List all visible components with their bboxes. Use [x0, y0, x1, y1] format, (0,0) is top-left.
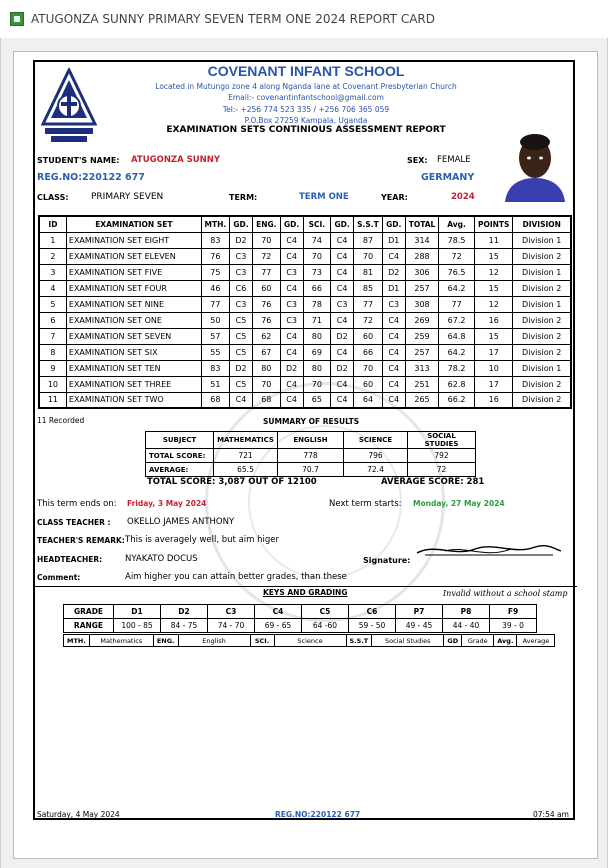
- sex-label: SEX:: [407, 156, 428, 165]
- results-header-cell: POINTS: [475, 216, 513, 232]
- exam-set-name: EXAMINATION SET FOUR: [66, 280, 201, 296]
- results-cell: C4: [331, 280, 354, 296]
- key-meaning: Science: [274, 635, 346, 647]
- results-header-cell: Avg.: [439, 216, 475, 232]
- results-cell: 51: [201, 376, 229, 392]
- results-cell: Division 2: [513, 376, 571, 392]
- results-cell: C4: [280, 280, 303, 296]
- term-ends-label: This term ends on:: [37, 499, 117, 509]
- table-row: [39, 312, 571, 328]
- footer-regno: REG.NO:220122 677: [275, 810, 361, 819]
- results-cell: D2: [331, 328, 354, 344]
- table-row: [39, 392, 571, 408]
- table-row: [39, 376, 571, 392]
- class-teacher-name: OKELLO JAMES ANTHONY: [127, 517, 235, 527]
- results-cell: 7: [39, 328, 66, 344]
- results-cell: 8: [39, 344, 66, 360]
- results-cell: Division 1: [513, 264, 571, 280]
- results-cell: C4: [280, 328, 303, 344]
- summary-total-cell: 721: [214, 449, 278, 463]
- student-class: PRIMARY SEVEN: [91, 192, 164, 202]
- results-cell: 12: [475, 264, 513, 280]
- range-cell: 44 - 40: [443, 619, 490, 633]
- results-cell: 66: [303, 280, 330, 296]
- key-abbreviation: SCI.: [250, 635, 274, 647]
- results-cell: 77: [253, 264, 280, 280]
- results-cell: 257: [405, 280, 438, 296]
- results-cell: C4: [382, 360, 405, 376]
- next-term-label: Next term starts:: [329, 499, 402, 509]
- results-cell: C3: [280, 312, 303, 328]
- window-title: ATUGONZA SUNNY PRIMARY SEVEN TERM ONE 2024 REPORT CARD: [31, 12, 435, 26]
- results-cell: 76: [201, 248, 229, 264]
- results-cell: 77: [354, 296, 382, 312]
- results-cell: 11: [39, 392, 66, 408]
- summary-average-cell: 65.5: [214, 463, 278, 477]
- results-cell: 46: [201, 280, 229, 296]
- results-cell: 70: [354, 248, 382, 264]
- results-cell: 55: [201, 344, 229, 360]
- results-cell: 10: [39, 376, 66, 392]
- results-cell: C3: [229, 248, 252, 264]
- range-cell: 84 - 75: [161, 619, 208, 633]
- summary-average-cell: 70.7: [278, 463, 344, 477]
- range-cell: 69 - 65: [255, 619, 302, 633]
- window-client: [0, 38, 608, 868]
- table-row: [39, 296, 571, 312]
- results-cell: 87: [354, 232, 382, 248]
- exam-set-name: EXAMINATION SET TWO: [66, 392, 201, 408]
- results-cell: 66.2: [439, 392, 475, 408]
- results-cell: Division 2: [513, 328, 571, 344]
- summary-total-cell: 792: [408, 449, 476, 463]
- results-header-cell: MTH.: [201, 216, 229, 232]
- results-header-row: [39, 216, 571, 232]
- results-header-cell: ID: [39, 216, 66, 232]
- summary-row-label: TOTAL SCORE:: [146, 449, 214, 463]
- range-cell: 74 - 70: [208, 619, 255, 633]
- results-cell: 288: [405, 248, 438, 264]
- results-cell: 70: [354, 360, 382, 376]
- results-cell: C4: [382, 248, 405, 264]
- grading-table: [63, 604, 537, 633]
- results-cell: C4: [382, 328, 405, 344]
- results-cell: 70: [253, 232, 280, 248]
- results-cell: Division 2: [513, 312, 571, 328]
- summary-title: SUMMARY OF RESULTS: [263, 417, 360, 426]
- summary-table: [145, 431, 476, 477]
- range-row-label: RANGE: [64, 619, 114, 633]
- results-cell: C3: [280, 296, 303, 312]
- results-cell: 3: [39, 264, 66, 280]
- key-abbreviation: GD: [444, 635, 462, 647]
- results-cell: C3: [280, 264, 303, 280]
- results-cell: 314: [405, 232, 438, 248]
- results-table: [38, 215, 572, 409]
- results-cell: C4: [382, 312, 405, 328]
- results-cell: 76: [253, 312, 280, 328]
- exam-set-name: EXAMINATION SET EIGHT: [66, 232, 201, 248]
- comment-label: Comment:: [37, 573, 81, 582]
- results-cell: 65: [303, 392, 330, 408]
- grading-title: KEYS AND GRADING: [263, 588, 348, 597]
- results-cell: 57: [201, 328, 229, 344]
- student-sex: FEMALE: [437, 155, 471, 165]
- exam-set-name: EXAMINATION SET NINE: [66, 296, 201, 312]
- results-cell: 313: [405, 360, 438, 376]
- results-cell: D2: [280, 360, 303, 376]
- app-icon: [10, 12, 24, 26]
- summary-total-row: [146, 449, 476, 463]
- results-cell: 269: [405, 312, 438, 328]
- summary-header-cell: SUBJECT: [146, 432, 214, 449]
- results-cell: 50: [201, 312, 229, 328]
- results-cell: 64.2: [439, 344, 475, 360]
- results-cell: 67.2: [439, 312, 475, 328]
- grade-cell: D1: [114, 605, 161, 619]
- results-cell: 70: [253, 376, 280, 392]
- key-abbreviation: ENG.: [153, 635, 178, 647]
- results-cell: 12: [475, 296, 513, 312]
- key-meaning: Social Studies: [372, 635, 444, 647]
- headteacher-signature: [415, 539, 563, 561]
- results-cell: 308: [405, 296, 438, 312]
- results-cell: 75: [201, 264, 229, 280]
- results-cell: 76.5: [439, 264, 475, 280]
- term-ends-date: Friday, 3 May 2024: [127, 499, 207, 508]
- footer-date: Saturday, 4 May 2024: [37, 810, 120, 819]
- range-cell: 39 - 0: [490, 619, 537, 633]
- results-cell: 62.8: [439, 376, 475, 392]
- results-cell: 2: [39, 248, 66, 264]
- key-meaning: English: [178, 635, 250, 647]
- summary-header-cell: SCIENCE: [344, 432, 408, 449]
- results-cell: C4: [331, 376, 354, 392]
- results-cell: C5: [229, 376, 252, 392]
- results-cell: 77: [201, 296, 229, 312]
- class-label: CLASS:: [37, 193, 69, 202]
- student-term: TERM ONE: [299, 192, 349, 202]
- results-cell: C4: [331, 232, 354, 248]
- results-header-cell: GD.: [280, 216, 303, 232]
- grade-cell: C6: [349, 605, 396, 619]
- grade-cell: F9: [490, 605, 537, 619]
- teacher-remark-label: TEACHER'S REMARK:: [37, 536, 125, 545]
- headteacher-label: HEADTEACHER:: [37, 555, 103, 564]
- results-cell: 80: [253, 360, 280, 376]
- results-cell: 17: [475, 344, 513, 360]
- grade-cell: C3: [208, 605, 255, 619]
- results-cell: 15: [475, 328, 513, 344]
- results-cell: C4: [229, 392, 252, 408]
- signature-label: Signature:: [363, 556, 411, 565]
- results-cell: 64.8: [439, 328, 475, 344]
- table-row: [39, 360, 571, 376]
- results-cell: C4: [280, 376, 303, 392]
- student-country: GERMANY: [421, 172, 475, 183]
- results-cell: 16: [475, 392, 513, 408]
- results-cell: 10: [475, 360, 513, 376]
- results-cell: 60: [253, 280, 280, 296]
- results-cell: C6: [229, 280, 252, 296]
- school-name: COVENANT INFANT SCHOOL: [207, 63, 405, 79]
- table-row: [39, 344, 571, 360]
- results-cell: 11: [475, 232, 513, 248]
- results-cell: 80: [303, 328, 330, 344]
- results-cell: Division 2: [513, 344, 571, 360]
- results-cell: 251: [405, 376, 438, 392]
- results-cell: 1: [39, 232, 66, 248]
- results-cell: D2: [229, 232, 252, 248]
- key-abbreviation: S.S.T: [346, 635, 372, 647]
- results-cell: C3: [229, 264, 252, 280]
- results-cell: 72: [354, 312, 382, 328]
- table-row: [39, 328, 571, 344]
- results-cell: 83: [201, 232, 229, 248]
- results-cell: C4: [280, 248, 303, 264]
- grade-cell: D2: [161, 605, 208, 619]
- exam-set-name: EXAMINATION SET SIX: [66, 344, 201, 360]
- results-cell: 15: [475, 248, 513, 264]
- table-row: [39, 232, 571, 248]
- keys-row: [64, 635, 555, 647]
- results-cell: C3: [229, 296, 252, 312]
- results-cell: 78.2: [439, 360, 475, 376]
- key-abbreviation: Avg.: [494, 635, 517, 647]
- results-cell: 6: [39, 312, 66, 328]
- next-term-date: Monday, 27 May 2024: [413, 499, 505, 508]
- results-cell: C4: [331, 264, 354, 280]
- grade-cell: C4: [255, 605, 302, 619]
- results-cell: 5: [39, 296, 66, 312]
- results-cell: 78.5: [439, 232, 475, 248]
- grade-cell: P7: [396, 605, 443, 619]
- results-cell: C5: [229, 328, 252, 344]
- range-cell: 64 -60: [302, 619, 349, 633]
- results-cell: 78: [303, 296, 330, 312]
- grade-cell: C5: [302, 605, 349, 619]
- results-cell: D2: [229, 360, 252, 376]
- school-email: Email:- covenantinfantschool@gmail.com: [228, 93, 384, 102]
- exam-set-name: EXAMINATION SET TEN: [66, 360, 201, 376]
- summary-average-cell: 72.4: [344, 463, 408, 477]
- grade-row: [64, 605, 537, 619]
- table-row: [39, 280, 571, 296]
- results-cell: 80: [303, 360, 330, 376]
- results-cell: C4: [331, 392, 354, 408]
- report-title: EXAMINATION SETS CONTINIOUS ASSESSMENT REPORT: [166, 125, 446, 135]
- grading-divider: [35, 586, 577, 587]
- stamp-note: Invalid without a school stamp: [443, 589, 568, 598]
- results-cell: 259: [405, 328, 438, 344]
- results-cell: 72: [439, 248, 475, 264]
- footer-time: 07:54 am: [533, 810, 569, 819]
- results-cell: 77: [439, 296, 475, 312]
- results-cell: Division 2: [513, 248, 571, 264]
- results-cell: Division 1: [513, 296, 571, 312]
- exam-set-name: EXAMINATION SET FIVE: [66, 264, 201, 280]
- results-cell: 15: [475, 280, 513, 296]
- range-row: [64, 619, 537, 633]
- term-label: TERM:: [229, 193, 258, 202]
- results-cell: D2: [382, 264, 405, 280]
- teacher-remark: This is averagely well, but aim higer: [125, 535, 280, 545]
- results-cell: 68: [201, 392, 229, 408]
- results-header-cell: S.S.T: [354, 216, 382, 232]
- results-cell: 9: [39, 360, 66, 376]
- results-cell: C4: [280, 232, 303, 248]
- summary-average-row: [146, 463, 476, 477]
- results-header-cell: TOTAL: [405, 216, 438, 232]
- year-label: YEAR:: [381, 193, 408, 202]
- range-cell: 59 - 50: [349, 619, 396, 633]
- school-telephone: Tel:- +256 774 523 335 / +256 706 365 059: [222, 105, 390, 114]
- results-cell: 66: [354, 344, 382, 360]
- exam-set-name: EXAMINATION SET ONE: [66, 312, 201, 328]
- exam-set-name: EXAMINATION SET THREE: [66, 376, 201, 392]
- student-year: 2024: [451, 192, 475, 202]
- student-photo: [499, 128, 571, 202]
- results-header-cell: SCI.: [303, 216, 330, 232]
- results-cell: 70: [303, 248, 330, 264]
- results-cell: Division 2: [513, 280, 571, 296]
- results-cell: 73: [303, 264, 330, 280]
- key-meaning: Average: [517, 635, 555, 647]
- results-header-cell: GD.: [331, 216, 354, 232]
- report-sheet: [13, 51, 598, 859]
- summary-total-cell: 796: [344, 449, 408, 463]
- results-cell: 76: [253, 296, 280, 312]
- results-cell: D1: [382, 232, 405, 248]
- results-header-cell: EXAMINATION SET: [66, 216, 201, 232]
- total-score: TOTAL SCORE: 3,087 OUT OF 12100: [147, 477, 317, 487]
- key-abbreviation: MTH.: [64, 635, 90, 647]
- records-count: 11 Recorded: [37, 416, 85, 425]
- results-cell: C5: [229, 312, 252, 328]
- student-name: ATUGONZA SUNNY: [131, 155, 221, 165]
- results-cell: C3: [331, 296, 354, 312]
- school-address: Located in Mutungo zone 4 along Nganda lane at Covenant Presbyterian Church: [155, 82, 457, 91]
- results-cell: 265: [405, 392, 438, 408]
- results-cell: 71: [303, 312, 330, 328]
- grade-row-label: GRADE: [64, 605, 114, 619]
- results-cell: C3: [382, 296, 405, 312]
- table-row: [39, 264, 571, 280]
- exam-set-name: EXAMINATION SET ELEVEN: [66, 248, 201, 264]
- results-cell: 83: [201, 360, 229, 376]
- window-titlebar: [0, 0, 608, 38]
- results-cell: C4: [382, 344, 405, 360]
- summary-row-label: AVERAGE:: [146, 463, 214, 477]
- results-cell: Division 1: [513, 360, 571, 376]
- class-teacher-label: CLASS TEACHER :: [37, 518, 111, 527]
- report-frame: [33, 60, 575, 820]
- results-cell: 4: [39, 280, 66, 296]
- table-row: [39, 248, 571, 264]
- results-cell: C4: [280, 344, 303, 360]
- results-cell: C4: [382, 376, 405, 392]
- results-cell: 72: [253, 248, 280, 264]
- results-cell: 74: [303, 232, 330, 248]
- summary-total-cell: 778: [278, 449, 344, 463]
- results-cell: Division 1: [513, 232, 571, 248]
- key-meaning: Mathematics: [89, 635, 153, 647]
- range-cell: 100 - 85: [114, 619, 161, 633]
- results-cell: 64.2: [439, 280, 475, 296]
- range-cell: 49 - 45: [396, 619, 443, 633]
- results-cell: 62: [253, 328, 280, 344]
- results-cell: 60: [354, 328, 382, 344]
- average-score: AVERAGE SCORE: 281: [381, 477, 485, 487]
- results-header-cell: GD.: [382, 216, 405, 232]
- results-cell: 306: [405, 264, 438, 280]
- student-regno: REG.NO:220122 677: [37, 172, 145, 183]
- results-cell: 67: [253, 344, 280, 360]
- student-name-label: STUDENT'S NAME:: [37, 156, 120, 165]
- headteacher-name: NYAKATO DOCUS: [125, 554, 198, 564]
- results-cell: C4: [280, 392, 303, 408]
- results-cell: 81: [354, 264, 382, 280]
- results-cell: D1: [382, 280, 405, 296]
- results-header-cell: ENG.: [253, 216, 280, 232]
- summary-header-cell: MATHEMATICS: [214, 432, 278, 449]
- results-cell: Division 2: [513, 392, 571, 408]
- results-cell: 70: [303, 376, 330, 392]
- results-cell: 64: [354, 392, 382, 408]
- school-pobox: P.O.Box 27259 Kampala, Uganda: [244, 116, 368, 125]
- summary-header-cell: SOCIAL STUDIES: [408, 432, 476, 449]
- results-cell: 60: [354, 376, 382, 392]
- comment-text: Aim higher you can attain better grades, than these: [125, 572, 347, 582]
- grade-cell: P8: [443, 605, 490, 619]
- keys-table: [63, 634, 555, 647]
- summary-header-row: [146, 432, 476, 449]
- exam-set-name: EXAMINATION SET SEVEN: [66, 328, 201, 344]
- key-meaning: Grade: [462, 635, 494, 647]
- results-cell: 68: [253, 392, 280, 408]
- results-cell: C4: [331, 248, 354, 264]
- results-cell: 69: [303, 344, 330, 360]
- results-cell: 17: [475, 376, 513, 392]
- results-cell: D2: [331, 360, 354, 376]
- results-cell: 85: [354, 280, 382, 296]
- results-cell: 16: [475, 312, 513, 328]
- summary-header-cell: ENGLISH: [278, 432, 344, 449]
- results-cell: 257: [405, 344, 438, 360]
- summary-average-cell: 72: [408, 463, 476, 477]
- results-header-cell: GD.: [229, 216, 252, 232]
- results-cell: C5: [229, 344, 252, 360]
- results-header-cell: DIVISION: [513, 216, 571, 232]
- results-cell: C4: [331, 312, 354, 328]
- results-cell: C4: [331, 344, 354, 360]
- results-cell: C4: [382, 392, 405, 408]
